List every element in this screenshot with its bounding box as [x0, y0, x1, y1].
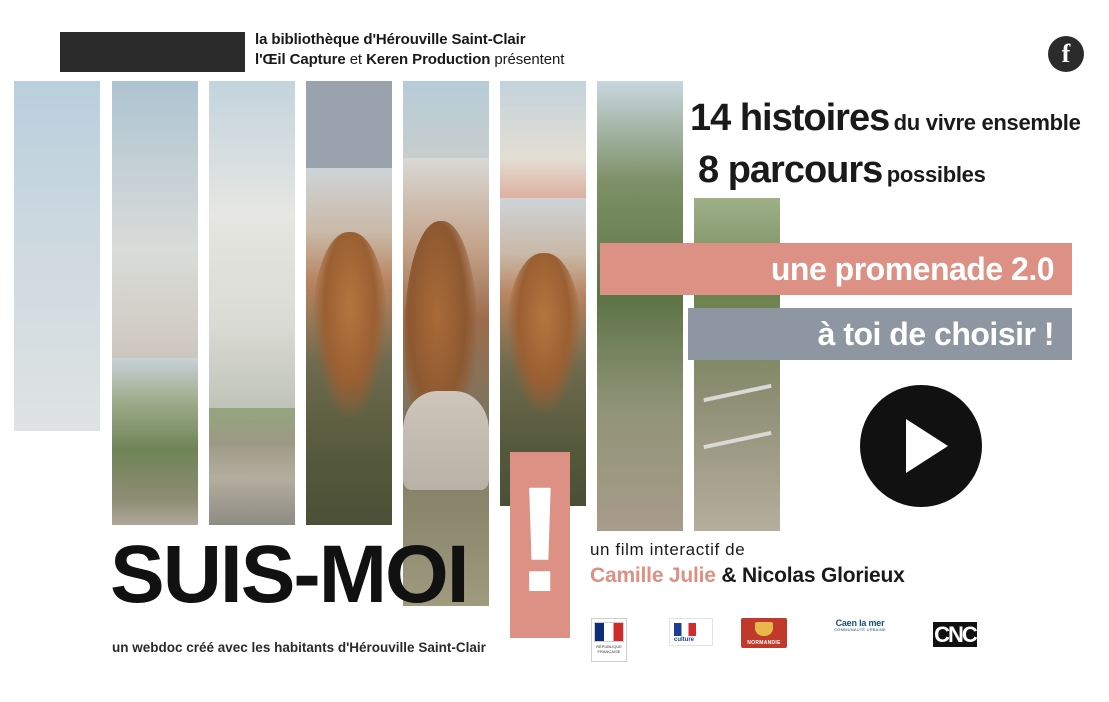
film-credit-block	[590, 540, 905, 588]
caen-la-mer-label: Caen la mer	[835, 618, 885, 628]
region-normandie-logo	[740, 618, 788, 648]
railing-line-2	[703, 431, 771, 449]
caen-la-mer-logo	[830, 618, 890, 633]
photo-strip-person-left	[306, 168, 392, 525]
photo-strip-path	[209, 408, 295, 525]
normandie-shield-icon	[755, 622, 773, 636]
tricolore-bar-icon	[674, 623, 696, 636]
photo-1	[14, 81, 100, 431]
play-icon	[906, 419, 948, 473]
producer-oeil-capture: l'Œil Capture	[255, 51, 346, 68]
railing-line	[703, 384, 771, 402]
page-title: SUIS-MOI	[110, 529, 468, 620]
exclamation-block	[510, 452, 570, 638]
tagline-parcours-label: possibles	[886, 162, 986, 187]
cnc-label: CNC	[934, 622, 976, 647]
banner-choisir: à toi de choisir !	[688, 308, 1072, 360]
play-button[interactable]	[860, 385, 982, 507]
hair-shape-right	[507, 253, 581, 413]
page-subtitle: un webdoc créé avec les habitants d'Hérouville Saint-Clair	[112, 640, 486, 655]
partner-logo-bar	[60, 32, 245, 72]
caen-la-mer-icon	[830, 620, 890, 633]
credit-lines	[255, 30, 564, 70]
tagline-histoires-count: 14 histoires	[690, 97, 890, 139]
tagline-block	[690, 96, 1090, 200]
photo-collage	[14, 78, 784, 533]
photo-strip-hedge	[112, 358, 198, 525]
tagline-parcours-count: 8 parcours	[698, 149, 883, 191]
author-camille-julie: Camille Julie	[590, 564, 716, 587]
film-credit-label: un film interactif de	[590, 540, 746, 559]
facebook-icon[interactable]: f	[1048, 36, 1084, 72]
partner-logos	[590, 618, 1010, 668]
republique-francaise-icon	[591, 618, 627, 662]
scarf-shape	[403, 391, 489, 490]
photo-person-left	[306, 168, 392, 525]
credit-presentent: présentent	[490, 51, 565, 68]
tagline-row-2	[690, 148, 1090, 200]
region-normandie-label: NORMANDIE	[747, 640, 781, 646]
photo-strip-1	[14, 81, 100, 431]
ministere-culture-logo	[668, 618, 714, 646]
cnc-icon	[920, 622, 990, 648]
cnc-logo	[920, 618, 990, 648]
top-credits-block	[60, 30, 1060, 76]
tricolore-flag-icon	[594, 622, 624, 642]
film-credit-authors	[590, 564, 905, 588]
credit-line-library: la bibliothèque d'Hérouville Saint-Clair	[255, 31, 526, 48]
exclamation-mark: !	[515, 455, 565, 623]
banner-promenade: une promenade 2.0	[600, 243, 1072, 295]
republique-francaise-logo	[590, 618, 628, 662]
caen-la-mer-sublabel: COMMUNAUTÉ URBAINE	[834, 627, 886, 632]
republique-francaise-label: RÉPUBLIQUE FRANÇAISE	[596, 644, 622, 654]
photo-path	[209, 408, 295, 525]
photo-hedge	[112, 358, 198, 525]
ministere-culture-label: culture	[674, 637, 695, 643]
ministere-culture-icon	[669, 618, 713, 646]
credit-line-producers	[255, 50, 564, 70]
photo-strip-7	[597, 81, 683, 531]
region-normandie-icon	[741, 618, 787, 648]
author-separator: &	[715, 564, 743, 587]
credit-conjunction: et	[345, 51, 367, 68]
tagline-row-1	[690, 96, 1090, 148]
author-nicolas-glorieux: Nicolas Glorieux	[742, 564, 905, 587]
tagline-histoires-label: du vivre ensemble	[893, 110, 1081, 135]
producer-keren: Keren Production	[366, 51, 491, 68]
photo-7	[597, 81, 683, 531]
hair-shape-left	[313, 232, 387, 418]
